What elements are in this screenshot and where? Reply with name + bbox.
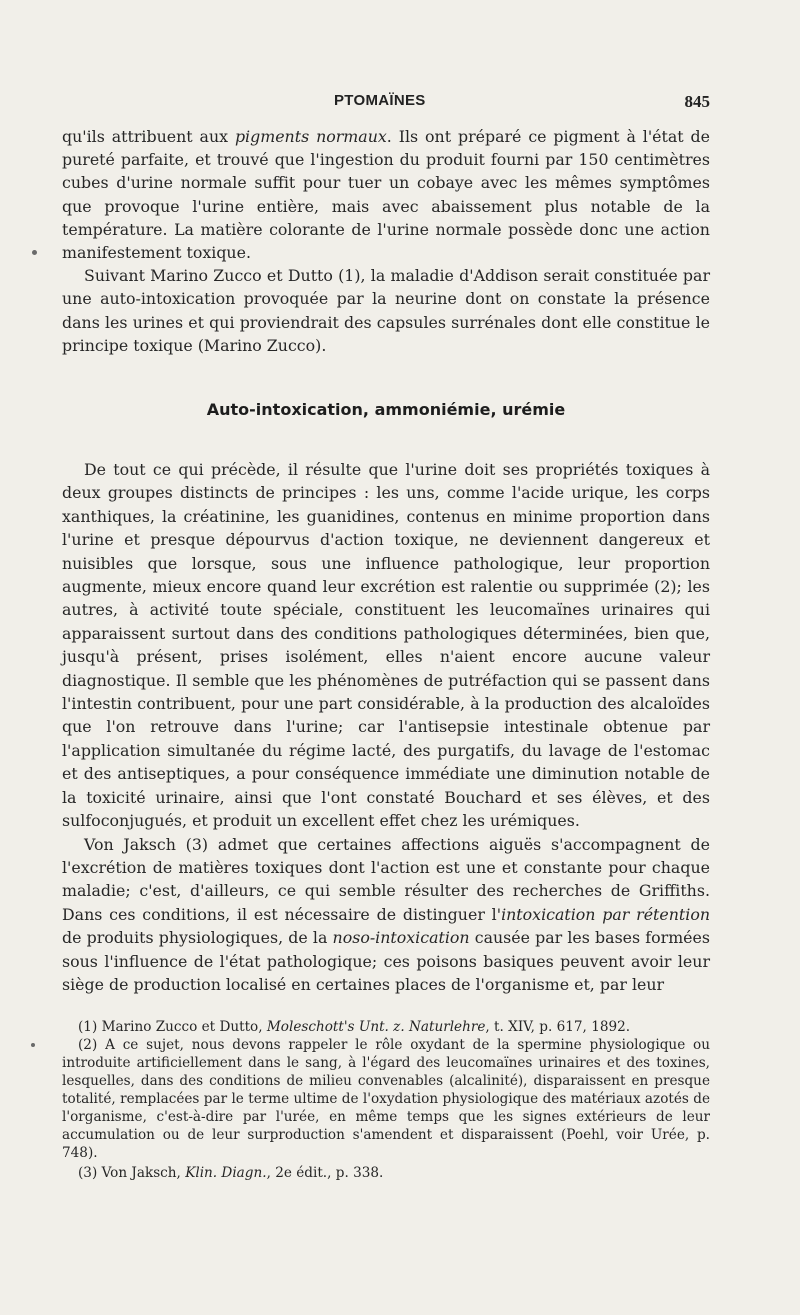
- text-run: , t. XIV, p. 617, 1892.: [485, 1019, 631, 1035]
- text-run: causée par les bases formées sous l'influence de l'état pathologique; ces poisons basiques peuvent avoir leur siège de production localisé en certaines places de l'organisme et, par leur: [62, 928, 710, 994]
- paragraph: Suivant Marino Zucco et Dutto (1), la maladie d'Addison serait constituée par une auto-intoxication provoquée par la neurine dont on constate la présence dans les urines et qui proviendrait des capsules surrénales dont elle constitue le principe toxique (Marino Zucco).: [62, 266, 710, 355]
- running-title: PTOMAÏNES: [334, 92, 426, 109]
- text-run: qu'ils attribuent aux: [62, 127, 235, 146]
- intro-text: [62, 125, 710, 357]
- paragraph: [62, 833, 710, 997]
- footnote-2: (2) A ce sujet, nous devons rappeler le rôle oxydant de la spermine physiologique ou introduite artificiellement dans le sang, à l'égard des leucomaïnes urinaires et des toxines, lesquelles, dans des conditions de milieu convenables (alcalinité), disparaissent en presque totalité, remplacées par le terme ultime de l'oxydation physiologique des matériaux azotés de l'organisme, c'est-à-dire par l'urée, en même temps que les signes extérieurs de leur accumulation ou de leur surproduction s'amendent et disparaissent (Poehl, voir Urée, p. 748).: [62, 1037, 710, 1161]
- italic-term: intoxication par rétention: [501, 904, 711, 924]
- text-run: (1) Marino Zucco et Dutto,: [78, 1019, 267, 1035]
- italic-term: Klin. Diagn.: [185, 1165, 267, 1181]
- page-header: [62, 92, 710, 114]
- text-run: , 2e édit., p. 338.: [266, 1165, 384, 1181]
- text-run: de produits physiologiques, de la: [62, 928, 333, 948]
- italic-term: Moleschott's Unt. z. Naturlehre: [266, 1019, 486, 1035]
- italic-term: noso-intoxication: [332, 928, 470, 948]
- footnote-1: [62, 1018, 710, 1036]
- text-run: (3) Von Jaksch,: [78, 1165, 186, 1181]
- section-heading: Auto-intoxication, ammoniémie, urémie: [206, 400, 566, 419]
- page-number: 845: [684, 92, 710, 111]
- text-run: . Ils ont préparé ce pigment à l'état de pureté parfaite, et trouvé que l'ingestion du produit fourni par 150 centimètres cubes d'urine normale suffit pour tuer un cobaye avec les mêmes symptômes que provoque l'urine entière, mais avec abaissement plus notable de la température. La matière colorante de l'urine normale possède donc une action manifestement toxique.: [62, 127, 710, 263]
- footnotes: [62, 1018, 710, 1182]
- text-run: Von Jaksch (3) admet que certaines affections aiguës s'accompagnent de l'excrétion de matières toxiques dont l'action est une et constante pour chaque maladie; c'est, d'ailleurs, ce qui semble résulter des recherches de Griffiths. Dans ces conditions, il est nécessaire de distinguer l': [62, 834, 710, 924]
- paragraph: [62, 125, 710, 264]
- margin-mark: [32, 250, 37, 255]
- italic-term: pigments normaux: [234, 127, 387, 146]
- margin-mark: [31, 1043, 35, 1047]
- main-text: [62, 458, 710, 996]
- paragraph: De tout ce qui précède, il résulte que l'urine doit ses propriétés toxiques à deux groupes distincts de principes : les uns, comme l'acide urique, les corps xanthiques, la créatinine, les guanidines, contenus en minime proportion dans l'urine et presque dépourvus d'action toxique, ne deviennent dangereux et nuisibles que lorsque, sous une influence pathologique, leur proportion augmente, mieux encore quand leur excrétion est ralentie ou supprimée (2); les autres, à activité toute spéciale, constituent les leucomaïnes urinaires qui apparaissent surtout dans des conditions pathologiques déterminées, bien que, jusqu'à présent, prises isolément, elles n'aient encore aucune valeur diagnostique. Il semble que les phénomènes de putréfaction qui se passent dans l'intestin contribuent, pour une part considérable, à la production des alcaloïdes que l'on retrouve dans l'urine; car l'antisepsie intestinale obtenue par l'application simultanée du régime lacté, des purgatifs, du lavage de l'estomac et des antiseptiques, a pour conséquence immédiate une diminution notable de la toxicité urinaire, ainsi que l'ont constaté Bouchard et ses élèves, et des sulfoconjugués, et produit un excellent effet chez les urémiques.: [62, 460, 710, 831]
- footnote-3: [62, 1164, 710, 1182]
